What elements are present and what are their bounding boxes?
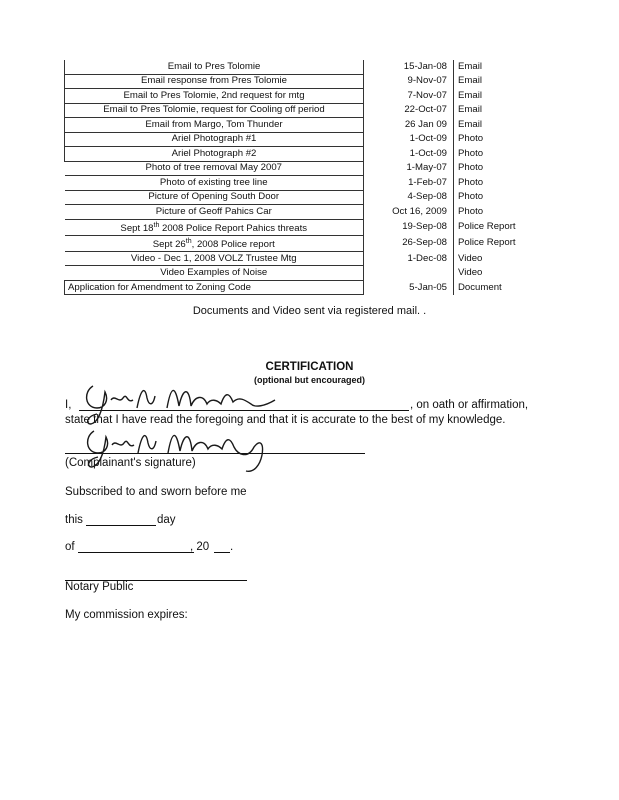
row-date: 19-Sep-08 [402, 221, 447, 233]
row-date: 15-Jan-08 [403, 61, 447, 72]
table-row [65, 132, 540, 147]
row-type: Photo [454, 176, 540, 191]
table-row [65, 219, 540, 235]
row-date: 26-Sep-08 [402, 237, 447, 249]
row-description: Ariel Photograph #1 [65, 132, 364, 147]
row-date: 1-Oct-09 [409, 133, 447, 145]
notary-label: Notary Public [65, 581, 134, 593]
table-row [65, 161, 540, 176]
row-description: Video - Dec 1, 2008 VOLZ Trustee Mtg [65, 251, 364, 266]
table-row [65, 74, 540, 89]
row-type: Photo [454, 161, 540, 176]
row-description: Ariel Photograph #2 [65, 147, 364, 162]
row-type: Photo [454, 132, 540, 147]
row-date: 26 Jan 09 [404, 118, 447, 130]
table-row [65, 251, 540, 266]
statement: state that I have read the foregoing and that it is accurate to the best of my knowledge. [65, 414, 506, 426]
row-type: Video [454, 251, 540, 266]
row-type: Video [454, 266, 540, 281]
table-row [65, 266, 540, 281]
row-description-post: , 2008 Police report [191, 238, 275, 250]
day-label: day [157, 514, 176, 526]
row-type: Photo [454, 190, 540, 205]
table-row [65, 190, 540, 205]
row-type: Police Report [454, 235, 540, 251]
row-description: Picture of Geoff Pahics Car [65, 205, 364, 220]
row-date: 4-Sep-08 [407, 191, 447, 203]
row-date: 22-Oct-07 [404, 104, 447, 116]
row-description: Email to Pres Tolomie [65, 60, 364, 74]
row-description: Email to Pres Tolomie, 2nd request for mtg [65, 89, 364, 104]
table-row [65, 280, 540, 295]
commission-label: My commission expires: [65, 609, 188, 621]
certification-heading: CERTIFICATION [265, 361, 354, 373]
table-row [65, 235, 540, 251]
row-date: 7-Nov-07 [407, 89, 447, 101]
handwritten-signature-1 [75, 378, 285, 428]
row-type: Email [454, 103, 540, 118]
of-label: of [65, 541, 75, 553]
row-description-sup: th [185, 237, 192, 245]
row-type: Photo [454, 147, 540, 162]
row-date: 1-Feb-07 [408, 176, 447, 188]
row-date: 5-Jan-05 [409, 281, 447, 293]
handwritten-signature-2 [78, 425, 278, 477]
day-line [86, 525, 156, 526]
row-description: Photo of existing tree line [65, 176, 364, 191]
row-date: 1-May-07 [406, 162, 447, 174]
signature-label: (Complainant's signature) [65, 457, 196, 469]
row-description-sup: th [153, 221, 160, 229]
sent-note: Documents and Video sent via registered mail. . [192, 305, 427, 317]
row-type: Police Report [454, 219, 540, 235]
row-description: Application for Amendment to Zoning Code [65, 280, 364, 295]
row-type: Email [454, 118, 540, 133]
table-row [65, 60, 540, 74]
row-description: Photo of tree removal May 2007 [65, 161, 364, 176]
oath-prefix: I, [65, 399, 72, 411]
year-suffix: . [230, 541, 234, 553]
row-date: 1-Oct-09 [409, 147, 447, 159]
table-row [65, 147, 540, 162]
subscribed-text: Subscribed to and sworn before me [65, 486, 247, 498]
year-prefix: , 20 [190, 541, 210, 553]
row-date: 1-Dec-08 [407, 252, 447, 264]
row-description: Email to Pres Tolomie, request for Cooling off period [65, 103, 364, 118]
row-type: Photo [454, 205, 540, 220]
row-description-pre: Sept 26 [152, 238, 186, 250]
certification-subheading: (optional but encouraged) [254, 375, 365, 385]
table-row [65, 205, 540, 220]
evidence-table [64, 60, 539, 295]
month-line [78, 552, 194, 553]
row-type: Document [454, 280, 540, 295]
row-description: Email from Margo, Tom Thunder [65, 118, 364, 133]
table-row [65, 103, 540, 118]
table-row [65, 89, 540, 104]
row-description: Email response from Pres Tolomie [65, 74, 364, 89]
this-label: this [65, 514, 83, 526]
row-description-pre: Sept 18 [120, 222, 154, 234]
row-type: Email [454, 89, 540, 104]
table-row [65, 176, 540, 191]
row-description: Video Examples of Noise [65, 266, 364, 281]
year-line [214, 552, 230, 553]
oath-suffix: , on oath or affirmation, [410, 399, 529, 411]
table-row [65, 118, 540, 133]
row-type: Email [454, 60, 540, 74]
row-type: Email [454, 74, 540, 89]
row-date [364, 266, 454, 281]
row-description [65, 219, 364, 235]
row-description-post: 2008 Police Report Pahics threats [159, 222, 308, 234]
row-date: 9-Nov-07 [407, 75, 447, 87]
row-date: Oct 16, 2009 [392, 205, 447, 217]
row-description: Picture of Opening South Door [65, 190, 364, 205]
row-description [65, 235, 364, 251]
